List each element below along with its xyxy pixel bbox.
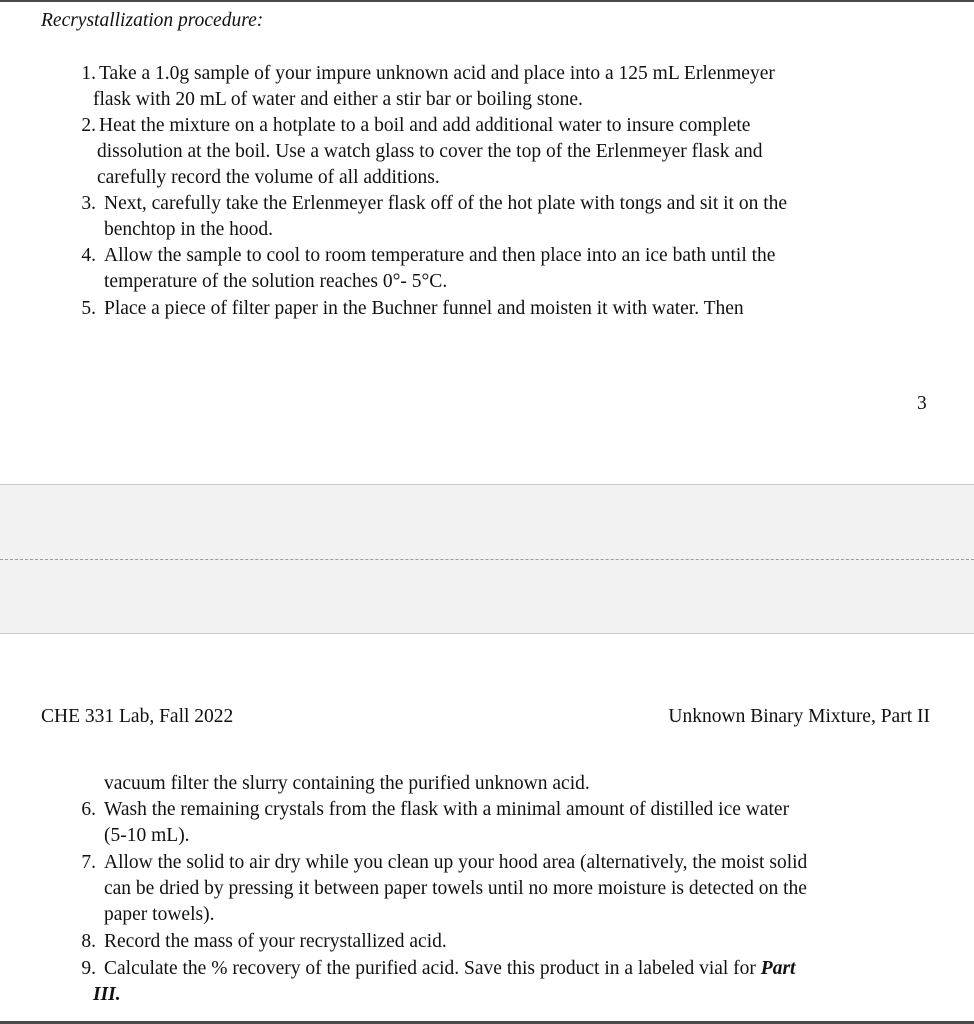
page-break-gap xyxy=(0,484,974,634)
step-9-emphasis-part: Part xyxy=(760,958,796,979)
step-3-line-2: benchtop in the hood. xyxy=(104,219,273,240)
step-4-line-1: Allow the sample to cool to room temperature and then place into an ice bath until the xyxy=(104,245,776,266)
page-break-divider xyxy=(0,559,974,560)
step-7-number: 7. xyxy=(81,852,96,873)
step-6-number: 6. xyxy=(81,799,96,820)
step-3-line-1: Next, carefully take the Erlenmeyer flask off of the hot plate with tongs and sit it on the xyxy=(104,193,788,214)
step-2-line-3: carefully record the volume of all additions. xyxy=(97,167,440,188)
step-5-continuation: vacuum filter the slurry containing the purified unknown acid. xyxy=(104,773,590,794)
step-6-line-2: (5-10 mL). xyxy=(104,825,190,846)
step-2-line-2: dissolution at the boil. Use a watch glass to cover the top of the Erlenmeyer flask and xyxy=(97,141,763,162)
step-2-line-1: Heat the mixture on a hotplate to a boil and add additional water to insure complete xyxy=(99,115,751,136)
step-6-line-1: Wash the remaining crystals from the flask with a minimal amount of distilled ice water xyxy=(104,799,790,820)
step-8-line-1: Record the mass of your recrystallized acid. xyxy=(104,931,447,952)
step-1-number: 1. xyxy=(81,63,96,84)
page-number: 3 xyxy=(917,393,927,414)
step-3-number: 3. xyxy=(81,193,96,214)
top-border xyxy=(0,0,974,2)
step-7-line-3: paper towels). xyxy=(104,904,215,925)
step-5-number: 5. xyxy=(81,298,96,319)
step-9-line-1 xyxy=(104,956,795,982)
step-4-line-2: temperature of the solution reaches 0°- 5°C. xyxy=(104,271,448,292)
step-9-text: Calculate the % recovery of the purified acid. Save this product in a labeled vial for xyxy=(104,958,761,979)
step-5-line-1: Place a piece of filter paper in the Buchner funnel and moisten it with water. Then xyxy=(104,298,744,319)
step-1-line-1: Take a 1.0g sample of your impure unknown acid and place into a 125 mL Erlenmeyer xyxy=(99,63,775,84)
step-4-number: 4. xyxy=(81,245,96,266)
step-7-line-2: can be dried by pressing it between paper towels until no more moisture is detected on the xyxy=(104,878,807,899)
step-7-line-1: Allow the solid to air dry while you clean up your hood area (alternatively, the moist solid xyxy=(104,852,808,873)
step-9-emphasis-numeral: III. xyxy=(93,984,121,1005)
step-2-number: 2. xyxy=(81,115,96,136)
running-header-right: Unknown Binary Mixture, Part II xyxy=(668,706,930,727)
step-8-number: 8. xyxy=(81,931,96,952)
section-heading: Recrystallization procedure: xyxy=(41,10,264,31)
running-header-left: CHE 331 Lab, Fall 2022 xyxy=(41,706,234,727)
step-9-number: 9. xyxy=(81,958,96,979)
step-1-line-2: flask with 20 mL of water and either a stir bar or boiling stone. xyxy=(93,89,583,110)
